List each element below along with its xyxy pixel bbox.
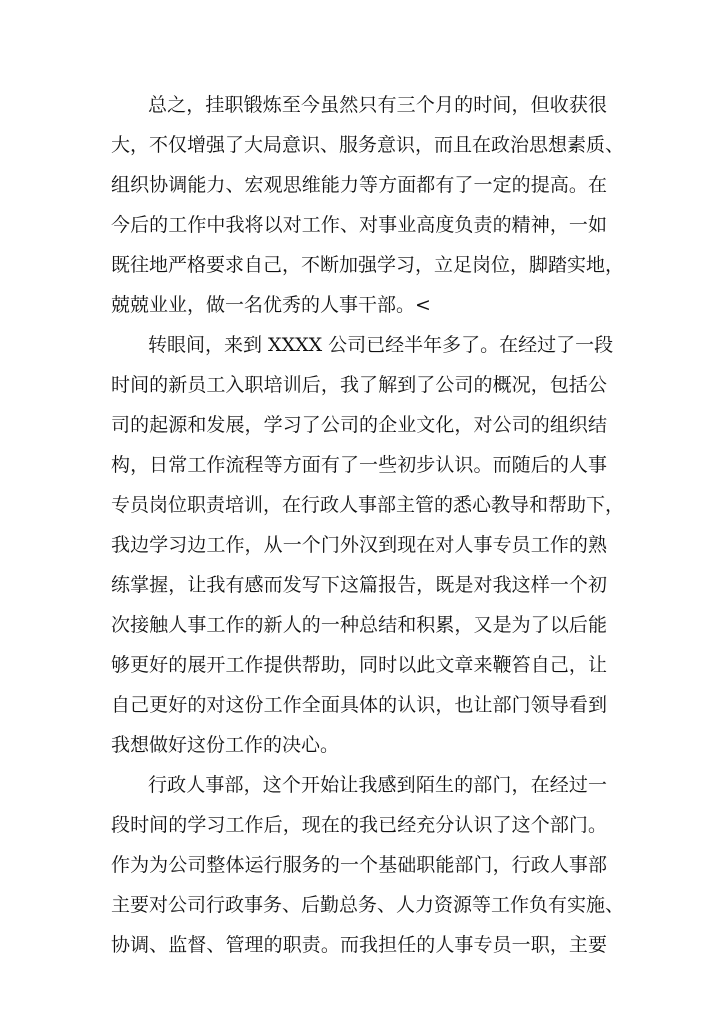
paragraph-1-line-3: 组织协调能力、宏观思维能力等方面都有了一定的提高。在: [111, 174, 607, 196]
paragraph-2-line-9: 够更好的展开工作提供帮助，同时以此文章来鞭笞自己，让: [111, 654, 607, 676]
paragraph-1-line-2: 大，不仅增强了大局意识、服务意识，而且在政治思想素质、: [111, 134, 625, 156]
paragraph-2-line-10: 自己更好的对这份工作全面具体的认识，也让部门领导看到: [111, 694, 607, 716]
paragraph-3-line-1: 行政人事部，这个开始让我感到陌生的部门，在经过一: [148, 774, 607, 796]
paragraph-2-line-8: 次接触人事工作的新人的一种总结和积累，又是为了以后能: [111, 614, 607, 636]
paragraph-2-line-2: 时间的新员工入职培训后，我了解到了公司的概况，包括公: [111, 374, 607, 396]
paragraph-3-line-3: 作为为公司整体运行服务的一个基础职能部门，行政人事部: [111, 854, 607, 876]
paragraph-2-line-3: 司的起源和发展，学习了公司的企业文化，对公司的组织结: [111, 414, 607, 436]
paragraph-3-line-5: 协调、监督、管理的职责。而我担任的人事专员一职，主要: [111, 934, 607, 956]
paragraph-2-line-6: 我边学习边工作，从一个门外汉到现在对人事专员工作的熟: [111, 534, 607, 556]
paragraph-3-line-2: 段时间的学习工作后，现在的我已经充分认识了这个部门。: [111, 814, 607, 836]
paragraph-2-line-7: 练掌握，让我有感而发写下这篇报告，既是对我这样一个初: [111, 574, 607, 596]
paragraph-2-line-1: 转眼间，来到 XXXX 公司已经半年多了。在经过了一段: [148, 334, 614, 356]
paragraph-1-line-6: 兢兢业业，做一名优秀的人事干部。<: [111, 294, 431, 316]
paragraph-2-line-11: 我想做好这份工作的决心。: [111, 734, 340, 756]
paragraph-1-line-1: 总之，挂职锻炼至今虽然只有三个月的时间，但收获很: [148, 94, 607, 116]
paragraph-1-line-5: 既往地严格要求自己，不断加强学习，立足岗位，脚踏实地，: [111, 254, 625, 276]
paragraph-3-line-4: 主要对公司行政事务、后勤总务、人力资源等工作负有实施、: [111, 894, 625, 916]
paragraph-2-line-4: 构，日常工作流程等方面有了一些初步认识。而随后的人事: [111, 454, 607, 476]
paragraph-2-line-5: 专员岗位职责培训，在行政人事部主管的悉心教导和帮助下，: [111, 494, 625, 516]
paragraph-1-line-4: 今后的工作中我将以对工作、对事业高度负责的精神，一如: [111, 214, 607, 236]
